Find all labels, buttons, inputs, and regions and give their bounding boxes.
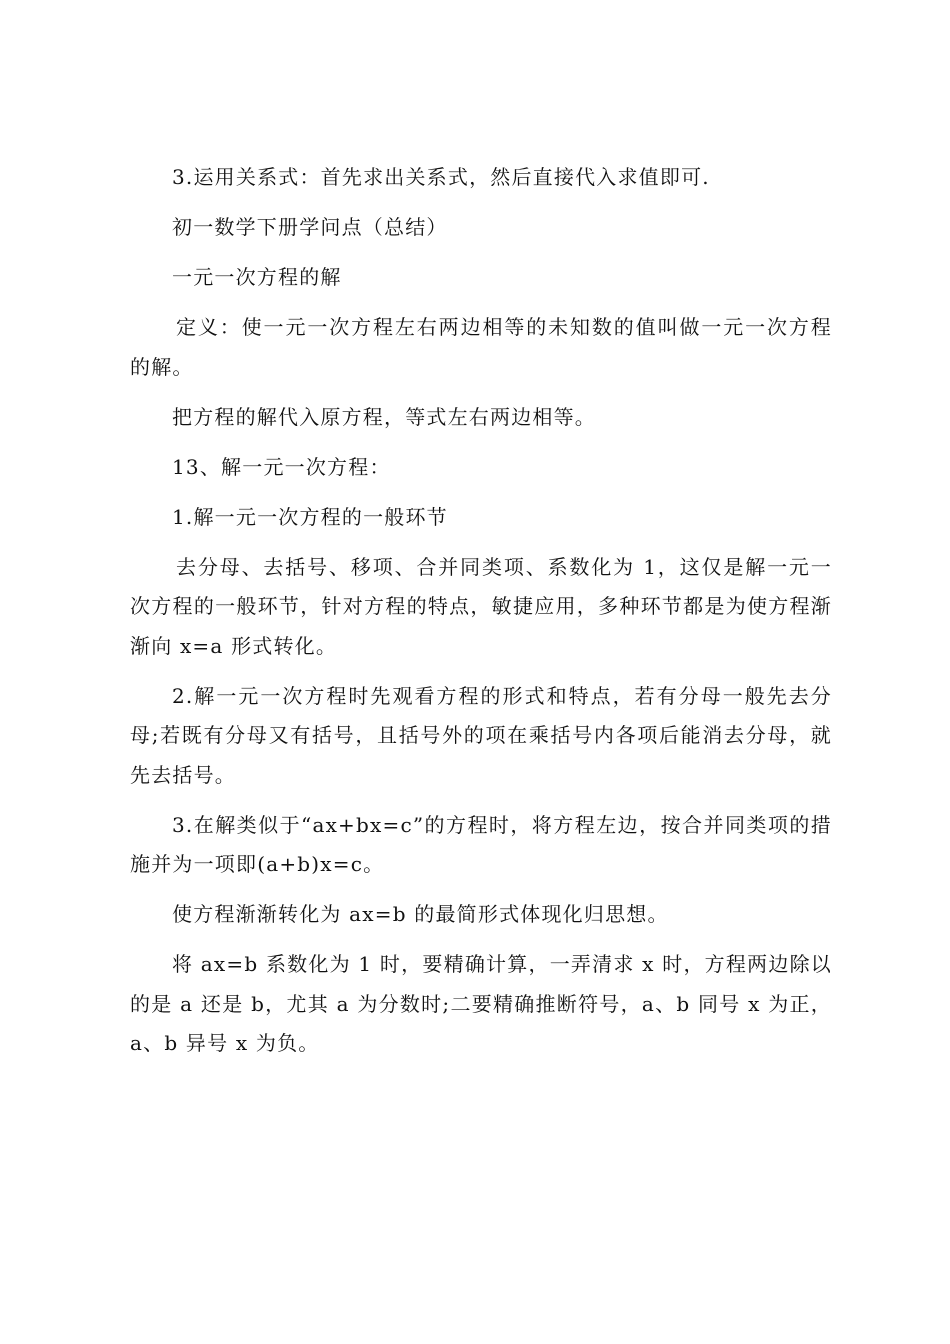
paragraph-relation-method: 3.运用关系式：首先求出关系式，然后直接代入求值即可. (172, 165, 710, 189)
paragraph-coefficient: 将 ax=b 系数化为 1 时，要精确计算，一弄清求 x 时，方程两边除以的是 a 还是 b，尤其 a 为分数时;二要精确推断符号，a、b 同号 x 为正，a、b 异号 x 为负。 (130, 952, 832, 1055)
paragraph-general-steps: 去分母、去括号、移项、合并同类项、系数化为 1，这仅是解一元一次方程的一般环节，针对方程的特点，敏捷应用，多种环节都是为使方程渐渐向 x=a 形式转化。 (130, 554, 832, 658)
section-title-summary: 初一数学下册学问点（总结） (172, 215, 448, 239)
paragraph-observe-form: 2.解一元一次方程时先观看方程的形式和特点，若有分母一般先去分母;若既有分母又有括号，且括号外的项在乘括号内各项后能消去分母，就先去括号。 (130, 683, 832, 787)
section-title-equation-solution: 一元一次方程的解 (172, 265, 342, 289)
document-body (130, 158, 832, 1074)
paragraph-substitute: 把方程的解代入原方程，等式左右两边相等。 (172, 404, 596, 429)
paragraph-combine-terms: 3.在解类似于“ax+bx=c”的方程时，将方程左边，按合并同类项的措施并为一项即(a+b)x=c。 (130, 812, 832, 876)
section-title-solve-equation: 13、解一元一次方程： (172, 454, 391, 479)
paragraph-definition: 定义：使一元一次方程左右两边相等的未知数的值叫做一元一次方程的解。 (130, 315, 832, 379)
paragraph-simplest-form: 使方程渐渐转化为 ax=b 的最简形式体现化归思想。 (172, 902, 669, 926)
paragraph-general-steps-title: 1.解一元一次方程的一般环节 (172, 504, 448, 529)
